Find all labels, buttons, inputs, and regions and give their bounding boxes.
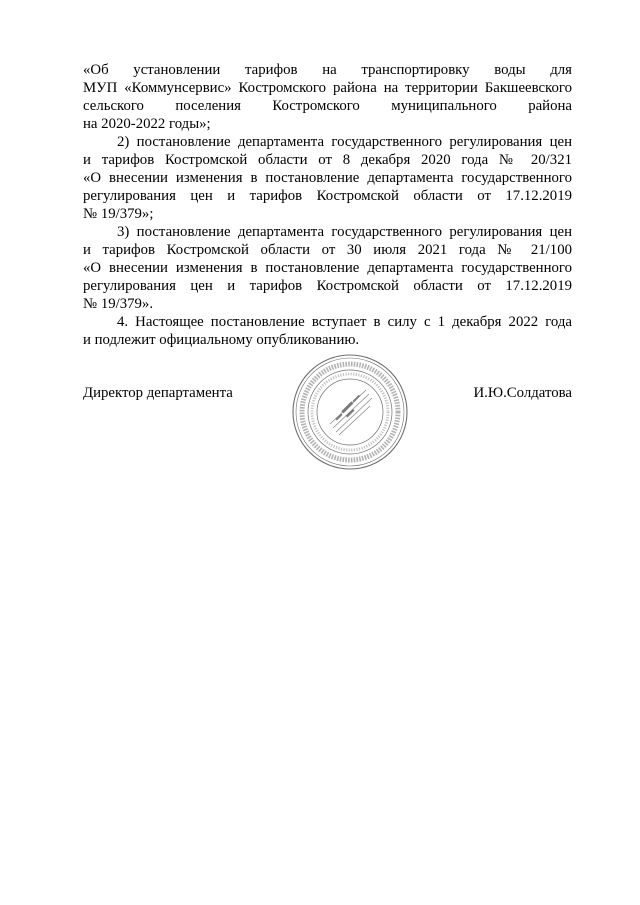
text-line: 4. Настоящее постановление вступает в силу с 1 декабря 2022 года — [117, 314, 572, 330]
text-line: № 19/379»; — [83, 206, 154, 222]
text-line: регулирования цен и тарифов Костромской области от 17.12.2019 — [83, 278, 572, 294]
signatory-position: Директор департамента — [83, 385, 233, 401]
text-line: «Об установлении тарифов на транспортировку воды для — [83, 62, 572, 78]
text-line: на 2020-2022 годы»; — [83, 116, 211, 132]
text-line: и тарифов Костромской области от 30 июля 2021 года № 21/100 — [83, 242, 572, 258]
text-line: регулирования цен и тарифов Костромской области от 17.12.2019 — [83, 188, 572, 204]
signature-block — [83, 384, 572, 402]
document-body — [83, 61, 572, 349]
text-line: № 19/379». — [83, 296, 154, 312]
official-seal — [290, 352, 410, 472]
text-line: 3) постановление департамента государственного регулирования цен — [117, 224, 572, 240]
text-line: сельского поселения Костромского муниципального района — [83, 98, 572, 114]
signatory-name: И.Ю.Солдатова — [473, 385, 572, 401]
text-line: и подлежит официальному опубликованию. — [83, 332, 360, 348]
text-line: «О внесении изменения в постановление департамента государственного — [83, 260, 572, 276]
text-line: и тарифов Костромской области от 8 декабря 2020 года № 20/321 — [83, 152, 572, 168]
text-line: 2) постановление департамента государственного регулирования цен — [117, 134, 572, 150]
text-line: МУП «Коммунсервис» Костромского района на территории Бакшеевского — [83, 80, 572, 96]
text-line: «О внесении изменения в постановление департамента государственного — [83, 170, 572, 186]
